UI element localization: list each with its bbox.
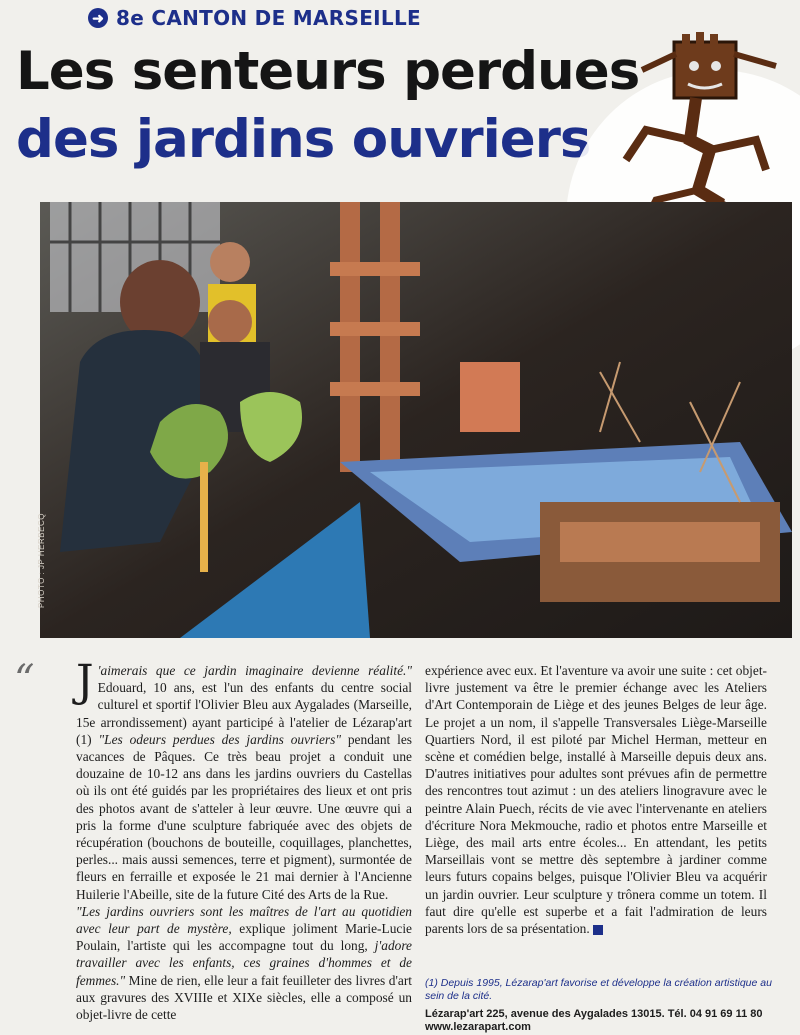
section-label: 8e CANTON DE MARSEILLE (116, 6, 421, 30)
article-paragraph (76, 903, 412, 1023)
paragraph-text: Mine de rien, elle leur a fait feuilleter des livres d'art aux gravures des XVIIIe et XIXe siècles, elle a composé un objet-livre de cette (76, 972, 412, 1023)
footnote: (1) Depuis 1995, Lézarap'art favorise et développe la création artistique au sein de la cité. (425, 977, 772, 1002)
dropcap-letter: J (76, 656, 94, 707)
paragraph-text: expérience avec eux. Et l'aventure va avoir une suite : cet objet-livre justement va être le premier échange avec les Ateliers d'Art Contemporain de Liège et des jeunes Belges de leur âge. Le projet a un nom, il s'appelle Transversales Liège-Marseille Quartiers Nord, il est piloté par Michel Herman, metteur en scène et comédien belge, installé à Marseille depuis deux ans. D'autres initiatives pour adultes sont prévues afin de permettre des rencontres tout azimut : un des ateliers linogravure avec le peintre Alain Puech, récits de vie avec l'intervenante en ateliers d'écriture Nora Mekmouche, radio et photos entre Marseille et Liège, des mail arts entre écoles... En attendant, les petits Marseillais vont se mettre dès septembre à jardiner comme leurs futurs copains belges, puisque l'Olivier Bleu va acquérir un jardin ouvrier. Leur sculpture y trônera comme un totem. Il faut dire qu'elle est superbe et a fait l'admiration de leurs parents lors de sa présentation. (425, 663, 767, 937)
workshop-photo (37, 202, 792, 638)
article-paragraph (76, 656, 412, 903)
quote-mark-icon: “ (14, 657, 35, 703)
artist-quote: j'adore travailler avec les enfants, ces graines d'hommes et de femmes." (76, 938, 412, 988)
end-mark-icon (593, 925, 603, 935)
paragraph-text: Edouard, 10 ans, est l'un des enfants du centre social culturel et sportif l'Olivier Bleu aux Aygalades (Marseille, 15e arrondissement) ayant participé à l'atelier de Lézarap'art (1) (76, 680, 412, 747)
address-line: Lézarap'art 225, avenue des Aygalades 13015. Tél. 04 91 69 11 80 (425, 1008, 763, 1020)
opening-quote: 'aimerais que ce jardin imaginaire devienne réalité." (97, 663, 412, 678)
headline-line-2: des jardins ouvriers (16, 109, 591, 170)
artist-quote: "Les jardins ouvriers sont les maîtres de l'art au quotidien avec leur part de mystère, (76, 903, 412, 937)
photo-credit: PHOTO : JP HERBECQ (37, 513, 46, 608)
headline-line-1: Les senteurs perdues (16, 41, 640, 102)
section-kicker (88, 6, 421, 30)
arrow-right-circle-icon: ➜ (88, 8, 108, 28)
website-link[interactable]: www.lezarapart.com (425, 1021, 531, 1033)
paragraph-text: pendant les vacances de Pâques. Ce très beau projet a conduit une douzaine de 10-12 ans dans les jardins ouvriers du Castellas où ils ont été guidés par les propriétaires des lieux et ont pris des photos avant de s'atteler à leur œuvre. Une œuvre qui a pris la forme d'une sculpture fabriquée avec des objets de récupération (bouchons de bouteille, coquillages, planchettes, perles... mais aussi semences, terre et pigment), surmontée de fleurs en ferraille et exposée le 21 mai dernier à l'Ancienne Huilerie l'Abeille, site de la future Cité des Arts de la Rue. (76, 731, 412, 902)
article-paragraph (425, 662, 767, 937)
contact-info (425, 1008, 785, 1034)
photo-illustration (40, 202, 792, 638)
article-column-1 (76, 656, 412, 1023)
article-column-2 (425, 662, 767, 937)
paragraph-text: explique joliment Marie-Lucie Poulain, l'artiste qui les accompagne tout du long, (76, 921, 412, 954)
workshop-title: "Les odeurs perdues des jardins ouvriers" (91, 731, 341, 747)
